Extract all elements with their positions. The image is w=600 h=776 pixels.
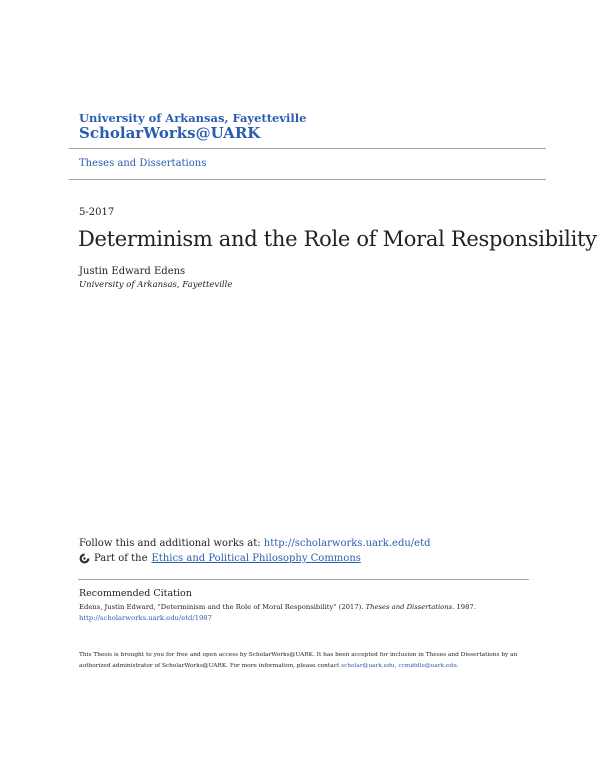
author-affiliation: University of Arkansas, Fayetteville [79, 280, 233, 290]
citation-main: Edens, Justin Edward, "Determinism and the Role of Moral Responsibility" (2017). [79, 603, 364, 611]
document-title: Determinism and the Role of Moral Responsibility [78, 227, 597, 251]
follow-line [79, 538, 431, 549]
author-name: Justin Edward Edens [79, 266, 186, 277]
contact-email-links[interactable]: scholar@uark.edu, ccmiddle@uark.edu [341, 663, 457, 669]
notice-end: . [456, 663, 459, 669]
citation-heading: Recommended Citation [79, 588, 192, 599]
collection-link[interactable]: Theses and Dissertations [79, 158, 207, 169]
part-of-line [79, 553, 361, 564]
follow-prefix: Follow this and additional works at: [79, 538, 261, 549]
commons-network-icon [79, 553, 90, 564]
citation-divider [78, 579, 529, 580]
header-divider [69, 148, 546, 149]
collection-divider [69, 179, 546, 180]
citation-text [79, 603, 476, 611]
citation-url-link[interactable]: http://scholarworks.uark.edu/etd/1987 [79, 614, 212, 622]
notice-text: This Thesis is brought to you for free and open access by ScholarWorks@UARK. It has been accepted for inclusion in Theses and Dissertations by an authorized administrator of ScholarWorks@UARK. For more information, please contact [79, 652, 518, 669]
citation-journal: Theses and Dissertations [365, 603, 453, 611]
publication-date: 5-2017 [79, 207, 115, 218]
repository-name[interactable]: ScholarWorks@UARK [79, 124, 261, 142]
citation-url-line [79, 614, 212, 622]
citation-number: . 1987. [452, 603, 476, 611]
commons-link[interactable]: Ethics and Political Philosophy Commons [151, 553, 361, 564]
university-name: University of Arkansas, Fayetteville [79, 111, 307, 125]
access-notice [79, 650, 524, 672]
follow-url-link[interactable]: http://scholarworks.uark.edu/etd [263, 538, 431, 549]
part-of-prefix: Part of the [94, 553, 148, 564]
